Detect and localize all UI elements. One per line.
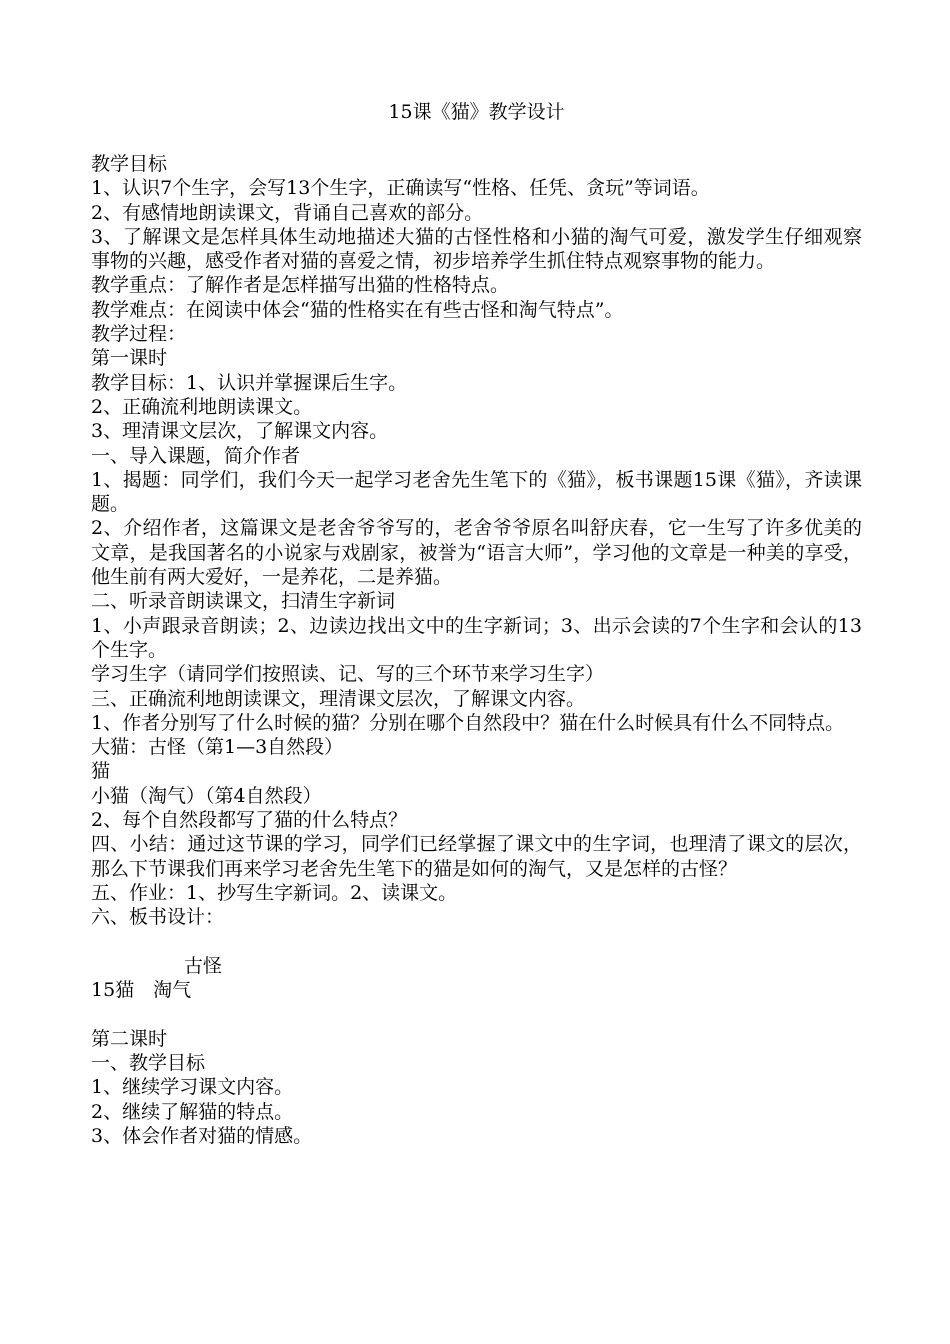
step-three-item-1: 1、作者分别写了什么时候的猫？分别在哪个自然段中？猫在什么时候具有什么不同特点。 — [91, 711, 845, 734]
lesson-one-objective-2: 2、正确流利地朗读课文。 — [91, 395, 313, 418]
step-one-heading: 一、导入课题，简介作者 — [91, 444, 301, 467]
process-heading: 教学过程： — [91, 323, 187, 346]
lesson-two-heading: 第二课时 — [91, 1027, 168, 1050]
blank-line — [91, 930, 862, 954]
step-five-homework: 五、作业：1、抄写生字新词。2、读课文。 — [91, 881, 458, 904]
step-two-item-1: 1、小声跟录音朗读；2、边读边找出文中的生字新词；3、出示会读的7个生字和会认的13个生字。 — [91, 614, 862, 661]
step-two-heading: 二、听录音朗读课文，扫清生字新词 — [91, 590, 396, 613]
difficult-point: 教学难点：在阅读中体会“猫的性格实在有些古怪和淘气特点”。 — [91, 298, 624, 321]
blank-line — [91, 1002, 862, 1026]
lesson-one-heading: 第一课时 — [91, 347, 168, 370]
objective-3: 3、了解课文是怎样具体生动地描述大猫的古怪性格和小猫的淘气可爱，激发学生仔细观察事物的兴趣，感受作者对猫的喜爱之情，初步培养学生抓住特点观察事物的能力。 — [91, 225, 862, 273]
board-design-top: 古怪 — [184, 954, 223, 977]
step-six-board-heading: 六、板书设计： — [91, 906, 225, 929]
outline-big-cat: 大猫：古怪（第1—3自然段） — [91, 736, 344, 759]
step-one-item-1: 1、揭题：同学们，我们今天一起学习老舍先生笔下的《猫》，板书课题15课《猫》，齐读课题。 — [91, 468, 862, 516]
outline-cat: 猫 — [91, 760, 111, 783]
step-four-summary: 四、小结：通过这节课的学习，同学们已经掌握了课文中的生字词，也理清了课文的层次，那么下节课我们再来学习老舍先生笔下的猫是如何的淘气，又是怎样的古怪？ — [91, 833, 862, 880]
board-design-bottom: 15猫 淘气 — [91, 979, 192, 1002]
lesson-one-objective-1: 教学目标：1、认识并掌握课后生字。 — [91, 371, 408, 394]
step-one-item-2: 2、介绍作者，这篇课文是老舍爷爷写的，老舍爷爷原名叫舒庆春，它一生写了许多优美的文章，是我国著名的小说家与戏剧家，被誉为“语言大师”，学习他的文章是一种美的享受，他生前有两大爱好，一是养花，二是养猫。 — [91, 517, 862, 589]
outline-kitten: 小猫（淘气）（第4自然段） — [91, 784, 322, 807]
step-two-item-2: 学习生字（请同学们按照读、记、写的三个环节来学习生字） — [91, 663, 605, 686]
objective-2: 2、有感情地朗读课文，背诵自己喜欢的部分。 — [91, 201, 484, 224]
step-three-item-2: 2、每个自然段都写了猫的什么特点？ — [91, 809, 408, 832]
lesson-one-objective-3: 3、理清课文层次，了解课文内容。 — [91, 420, 389, 443]
lesson-two-objective-1: 1、继续学习课文内容。 — [91, 1076, 294, 1099]
lesson-two-objective-2: 2、继续了解猫的特点。 — [91, 1100, 294, 1123]
section-heading-objectives: 教学目标 — [91, 153, 168, 175]
lesson-two-objective-3: 3、体会作者对猫的情感。 — [91, 1124, 313, 1147]
key-point: 教学重点：了解作者是怎样描写出猫的性格特点。 — [91, 274, 510, 297]
document-title: 15课《猫》教学设计 — [388, 101, 565, 123]
lesson-two-objectives-heading: 一、教学目标 — [91, 1051, 206, 1074]
objective-1: 1、认识7个生字，会写13个生字，正确读写“性格、任凭、贪玩”等词语。 — [91, 177, 710, 200]
step-three-heading: 三、正确流利地朗读课文，理清课文层次，了解课文内容。 — [91, 687, 586, 710]
